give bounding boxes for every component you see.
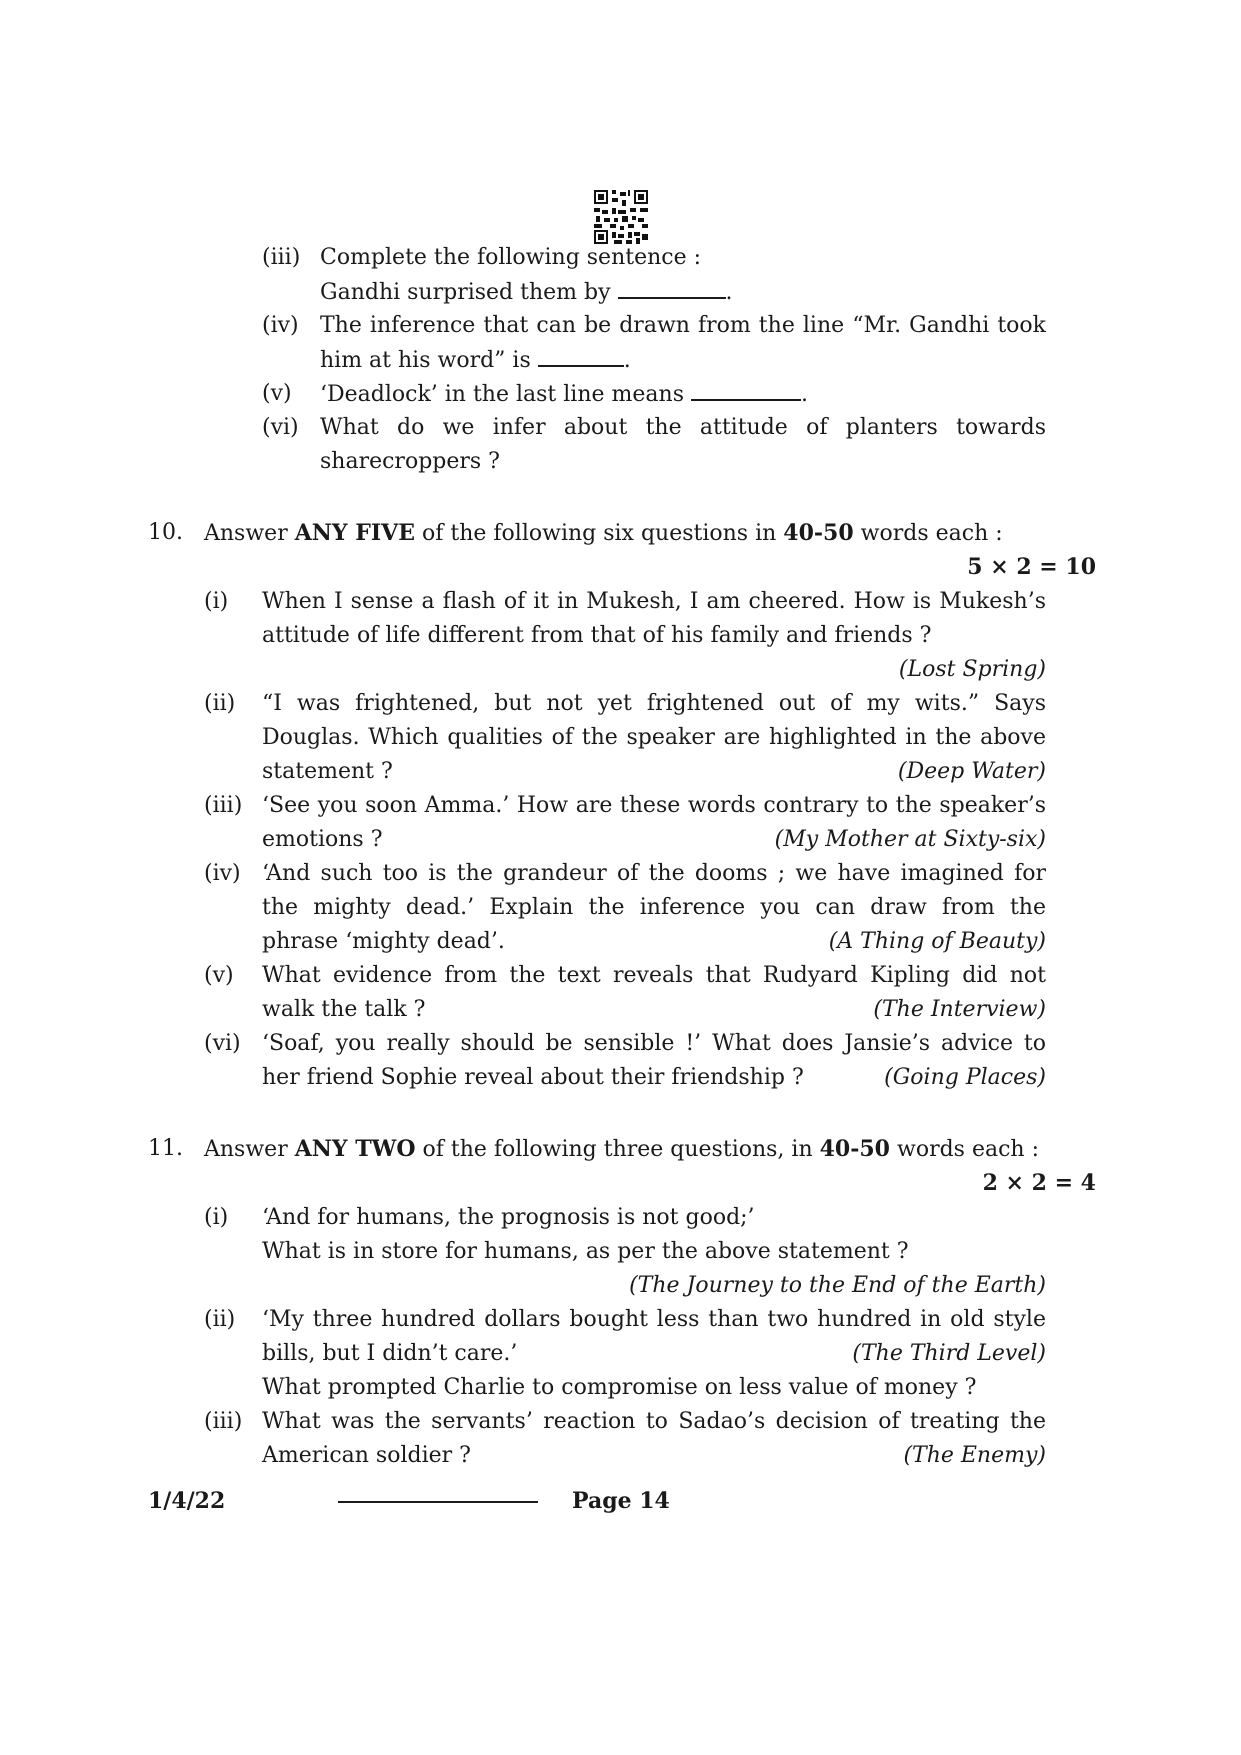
q11-item-i-number: (i): [204, 1205, 229, 1230]
q10-item-iii-number: (iii): [204, 793, 243, 818]
q10-item-i-number: (i): [204, 589, 229, 614]
q11-item-iii-line1: What was the servants’ reaction to Sadao’s decision of treating the: [262, 1409, 1046, 1434]
q10-item-v-source: (The Interview): [873, 997, 1046, 1022]
q9-item-iii-text: Gandhi surprised them by: [320, 280, 611, 305]
q10-intro-words: 40-50: [783, 520, 854, 546]
q11-item-ii-line3: What prompted Charlie to compromise on less value of money ?: [262, 1375, 977, 1400]
q11-item-iii-number: (iii): [204, 1409, 243, 1434]
q9-item-iii-line2: Gandhi surprised them by .: [320, 277, 733, 307]
q10-intro-mid: of the following six questions in: [415, 521, 784, 546]
q11-marks: 2 × 2 = 4: [982, 1170, 1096, 1196]
q10-item-v-number: (v): [204, 963, 234, 988]
q9-item-iv-line2: him at his word” is .: [320, 345, 631, 375]
footer-divider: [338, 1501, 538, 1503]
q11-number: 11.: [148, 1136, 183, 1161]
qr-code-icon: [594, 190, 648, 244]
q9-item-iii-line1: Complete the following sentence :: [320, 245, 702, 270]
q10-item-iii-line2: [262, 825, 1046, 855]
q10-item-iv-line3: [262, 927, 1046, 957]
q10-intro-pre: Answer: [204, 521, 295, 546]
q10-item-vi-line2: [262, 1063, 1046, 1093]
q11-item-i-line1: ‘And for humans, the prognosis is not good;’: [262, 1205, 755, 1230]
q10-item-ii-line1: “I was frightened, but not yet frightened out of my wits.” Says: [262, 691, 1046, 716]
q10-intro: [204, 518, 1003, 548]
q11-item-iii-line2: [262, 1441, 1046, 1471]
q9-item-iv-text: him at his word” is: [320, 348, 531, 373]
q11-intro-pre: Answer: [204, 1137, 295, 1162]
q11-intro: [204, 1134, 1039, 1164]
q9-item-vi-line2: sharecroppers ?: [320, 449, 500, 474]
q9-item-iv-line1: The inference that can be drawn from the line “Mr. Gandhi took: [320, 313, 1046, 338]
q11-item-i-source: (The Journey to the End of the Earth): [629, 1273, 1046, 1298]
q10-item-v-line1: What evidence from the text reveals that Rudyard Kipling did not: [262, 963, 1046, 988]
q10-item-iii-text: emotions ?: [262, 827, 383, 852]
q9-item-v-number: (v): [262, 381, 292, 406]
q10-item-v-text: walk the talk ?: [262, 997, 426, 1022]
answer-blank: [691, 379, 801, 401]
q10-item-ii-line3: [262, 757, 1046, 787]
q11-item-ii-line2: [262, 1339, 1046, 1369]
q11-item-iii-source: (The Enemy): [903, 1443, 1046, 1468]
q11-item-ii-line1: ‘My three hundred dollars bought less than two hundred in old style: [262, 1307, 1046, 1332]
q11-item-ii-source: (The Third Level): [852, 1341, 1046, 1366]
q10-item-i-line1: When I sense a flash of it in Mukesh, I am cheered. How is Mukesh’s: [262, 589, 1046, 614]
q10-item-i-source: (Lost Spring): [898, 657, 1046, 682]
q10-item-i-line2: attitude of life different from that of his family and friends ?: [262, 623, 932, 648]
q10-item-iii-source: (My Mother at Sixty-six): [774, 827, 1046, 852]
q10-item-vi-text: her friend Sophie reveal about their friendship ?: [262, 1065, 804, 1090]
q10-item-vi-number: (vi): [204, 1031, 241, 1056]
q10-item-iv-line1: ‘And such too is the grandeur of the dooms ; we have imagined for: [262, 861, 1046, 886]
q10-marks: 5 × 2 = 10: [967, 554, 1096, 580]
q10-item-iv-text: phrase ‘mighty dead’.: [262, 929, 505, 954]
page-number: Page 14: [572, 1488, 670, 1514]
q10-intro-post: words each :: [853, 521, 1003, 546]
q11-intro-post: words each :: [890, 1137, 1039, 1162]
q10-item-ii-line2: Douglas. Which qualities of the speaker are highlighted in the above: [262, 725, 1046, 750]
q11-intro-mid: of the following three questions, in: [415, 1137, 820, 1162]
q10-item-iv-number: (iv): [204, 861, 241, 886]
q11-item-ii-number: (ii): [204, 1307, 236, 1332]
q10-item-v-line2: [262, 995, 1046, 1025]
q9-item-vi-line1: What do we infer about the attitude of planters towards: [320, 415, 1046, 440]
q10-item-vi-source: (Going Places): [884, 1065, 1046, 1090]
q11-item-i-line2: What is in store for humans, as per the above statement ?: [262, 1239, 909, 1264]
q9-item-iii-number: (iii): [262, 245, 301, 270]
q9-item-v-line1: ‘Deadlock’ in the last line means .: [320, 379, 808, 409]
q10-item-ii-number: (ii): [204, 691, 236, 716]
q11-intro-bold: ANY TWO: [294, 1136, 416, 1162]
q9-item-vi-number: (vi): [262, 415, 299, 440]
q10-item-ii-text: statement ?: [262, 759, 393, 784]
q10-number: 10.: [148, 520, 183, 545]
q9-item-v-text: ‘Deadlock’ in the last line means: [320, 382, 684, 407]
q10-item-ii-source: (Deep Water): [897, 759, 1046, 784]
answer-blank: [538, 345, 624, 367]
q9-item-iv-number: (iv): [262, 313, 299, 338]
q10-item-iv-source: (A Thing of Beauty): [828, 929, 1046, 954]
q10-intro-bold: ANY FIVE: [294, 520, 416, 546]
q11-item-ii-text: bills, but I didn’t care.’: [262, 1341, 518, 1366]
paper-code: 1/4/22: [148, 1488, 226, 1514]
answer-blank: [618, 277, 726, 299]
q11-intro-words: 40-50: [819, 1136, 890, 1162]
q10-item-iv-line2: the mighty dead.’ Explain the inference you can draw from the: [262, 895, 1046, 920]
q10-item-vi-line1: ‘Soaf, you really should be sensible !’ What does Jansie’s advice to: [262, 1031, 1046, 1056]
q10-item-iii-line1: ‘See you soon Amma.’ How are these words contrary to the speaker’s: [262, 793, 1046, 818]
q11-item-iii-text: American soldier ?: [262, 1443, 471, 1468]
